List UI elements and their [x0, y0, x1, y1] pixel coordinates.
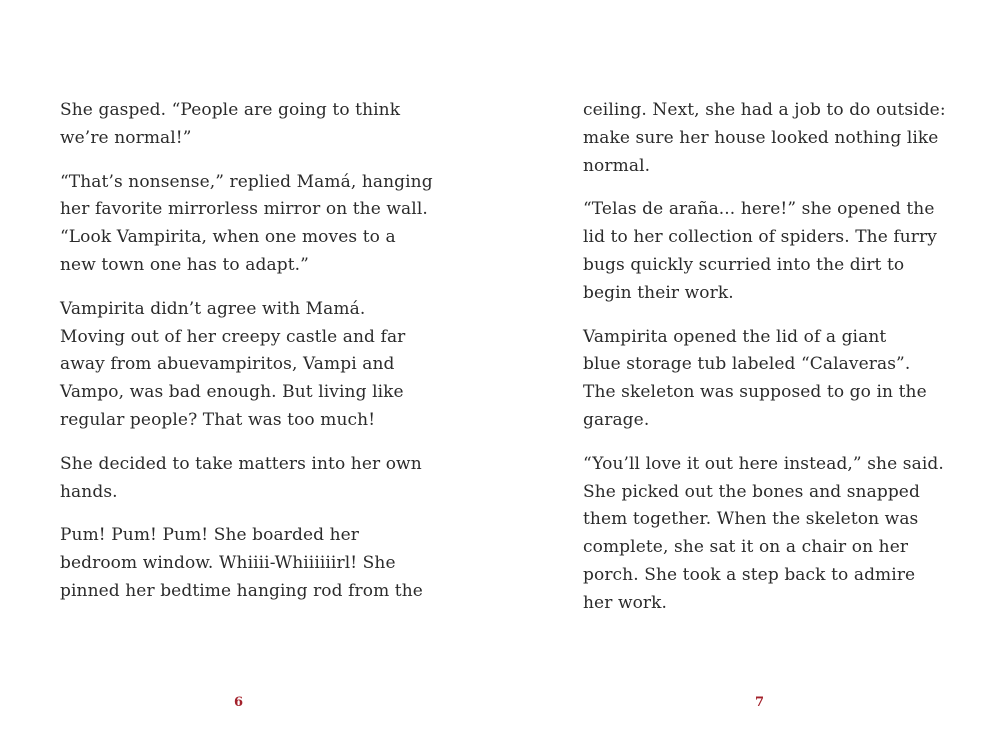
paragraph: She gasped. “People are going to think we’re normal!” [60, 100, 401, 148]
paragraph: “That’s nonsense,” replied Mamá, hanging her favorite mirrorless mirror on the wall. “Look Vampirita, when one moves to a new town one has to adapt.” [60, 171, 433, 275]
page-number-left: 6 [234, 695, 244, 710]
page-number-right: 7 [755, 695, 765, 710]
paragraph: ceiling. Next, she had a job to do outside: make sure her house looked nothing like normal. [583, 100, 946, 176]
paragraph: “Telas de araña... here!” she opened the lid to her collection of spiders. The furry bugs quickly scurried into the dirt to begin their work. [583, 199, 937, 303]
paragraph: Pum! Pum! Pum! She boarded her bedroom window. Whiiii-Whiiiiiirl! She pinned her bedtime hanging rod from the [60, 525, 423, 601]
right-page [500, 0, 1000, 730]
paragraph: Vampirita opened the lid of a giant blue storage tub labeled “Calaveras”. The skeleton was supposed to go in the garage. [583, 326, 927, 430]
paragraph: Vampirita didn’t agree with Mamá. Moving out of her creepy castle and far away from abuevampiritos, Vampi and Vampo, was bad enough. But living like regular people? That was too much! [60, 298, 406, 430]
right-page-text [583, 97, 983, 634]
paragraph: “You’ll love it out here instead,” she said. She picked out the bones and snapped them together. When the skeleton was complete, she sat it on a chair on her porch. She took a step back to admire her work. [583, 453, 944, 613]
paragraph: She decided to take matters into her own hands. [60, 453, 422, 502]
left-page-text [60, 97, 460, 622]
